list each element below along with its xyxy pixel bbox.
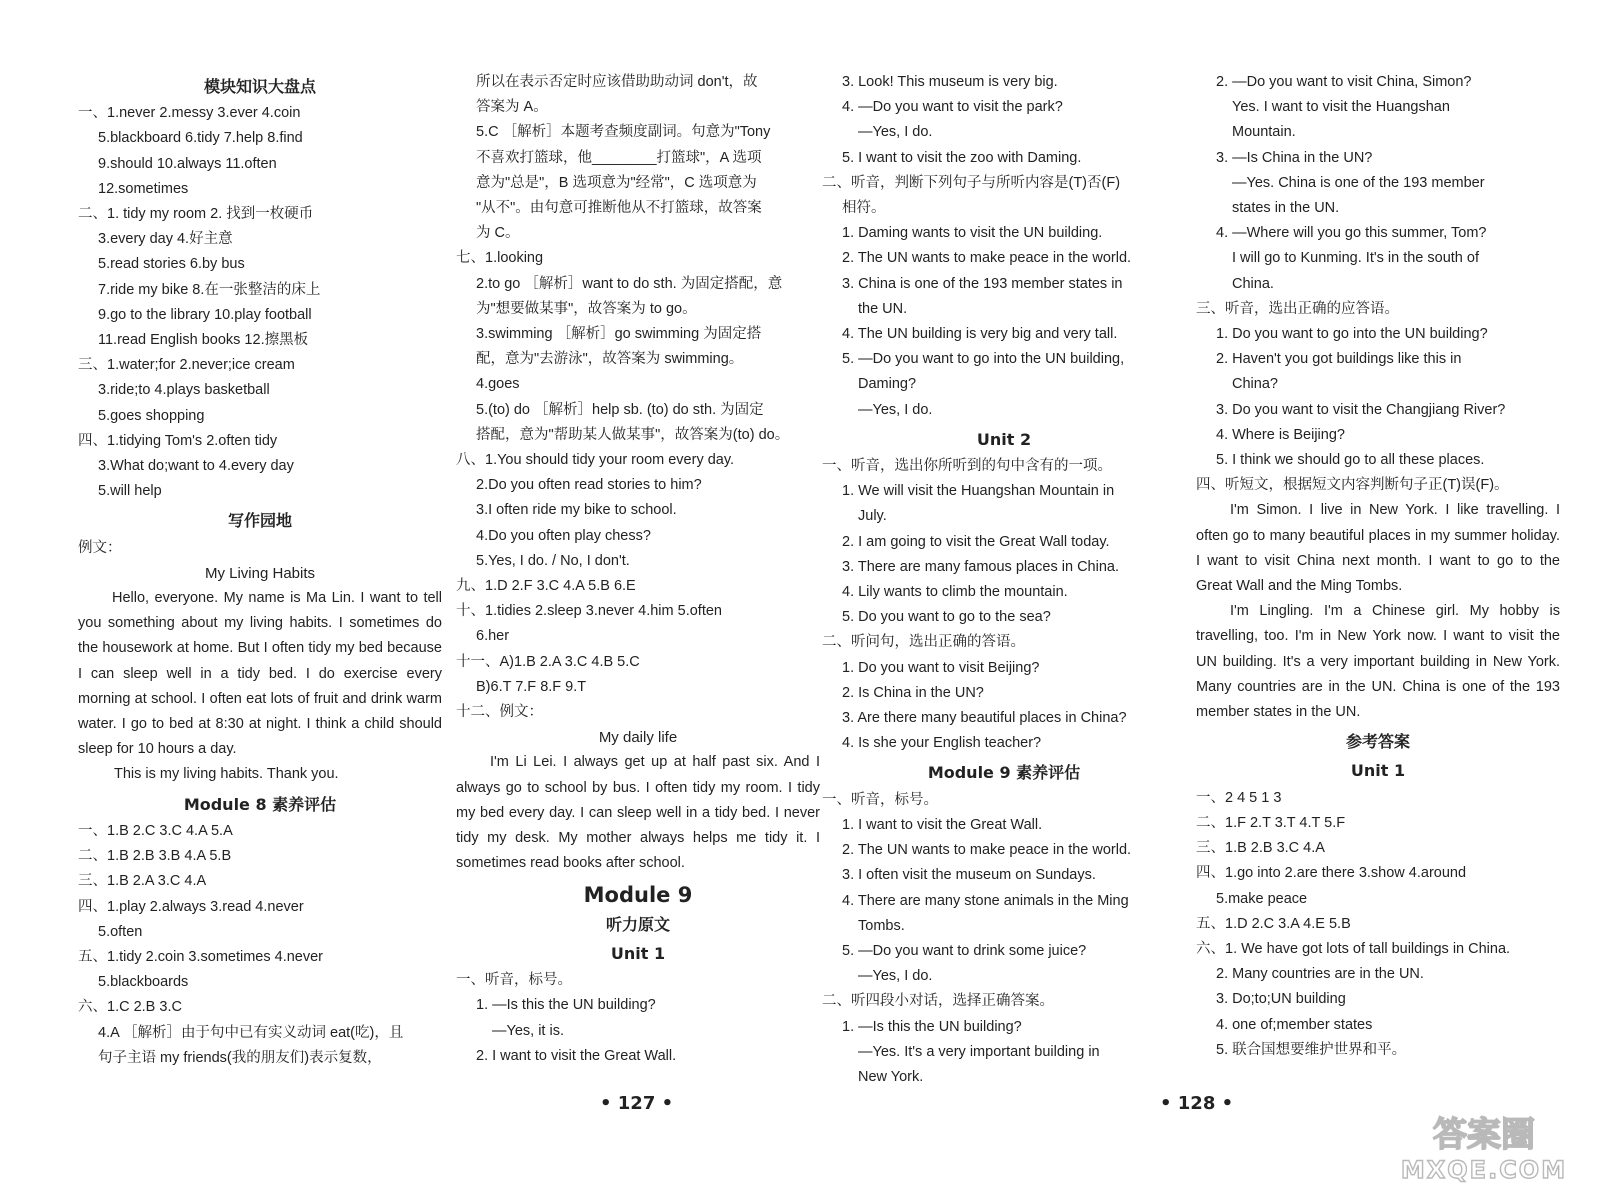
text-line: 9.go to the library 10.play football: [98, 306, 312, 323]
text-line: 四、1.go into 2.are there 3.show 4.around: [1196, 865, 1467, 882]
text-line: 六、1.C 2.B 3.C: [78, 999, 182, 1016]
paragraph: I'm Simon. I live in New York. I like travelling. I often go to many beautiful places in my summer holiday. I want to visit China next month. I want to go to the Great Wall and the Ming Tombs.: [1196, 502, 1560, 595]
text-line: 5.often: [98, 923, 143, 940]
text-line: 3. China is one of the 193 member states in: [842, 275, 1123, 292]
text-line: 5. 联合国想要维护世界和平。: [1216, 1041, 1407, 1058]
text-line: 句子主语 my friends(我的朋友们)表示复数，: [98, 1049, 382, 1066]
essay-title: My Living Habits: [204, 564, 316, 582]
text-line: 三、听音，选出正确的应答语。: [1196, 300, 1399, 317]
text-line: 7.ride my bike 8.在一张整洁的床上: [98, 281, 321, 298]
section-title: Unit 2: [976, 429, 1032, 449]
text-line: 5. I want to visit the zoo with Daming.: [842, 149, 1082, 166]
section-title: Module 9 素养评估: [927, 763, 1081, 783]
text-line: 六、1. We have got lots of tall buildings in China.: [1196, 940, 1511, 957]
paragraph: I'm Li Lei. I always get up at half past six. And I always go to school by bus. I often tidy my room. I tidy my bed every day. I can sleep well in a tidy bed. I never tidy my desk. My mother always helps me tidy it. I sometimes read books after school.: [456, 754, 820, 872]
text-line: 5.will help: [98, 483, 162, 500]
text-line: New York.: [858, 1068, 924, 1085]
text-line: 3.swimming ［解析］go swimming 为固定搭: [476, 326, 762, 343]
text-line: 6.her: [476, 628, 510, 645]
text-line: states in the UN.: [1232, 200, 1340, 217]
text-line: 为 C。: [476, 225, 520, 242]
column-2: [456, 70, 820, 1069]
text-line: 二、1. tidy my room 2. 找到一枚硬币: [78, 206, 314, 223]
text-line: 四、1.play 2.always 3.read 4.never: [78, 898, 304, 915]
text-line: 4.goes: [476, 376, 520, 393]
text-line: 5. Do you want to go to the sea?: [842, 609, 1051, 626]
text-line: 不喜欢打篮球，他________打篮球"，A 选项: [476, 149, 762, 166]
text-line: 3. There are many famous places in China.: [842, 558, 1119, 575]
section-title: 写作园地: [227, 511, 292, 531]
text-line: 3. —Is China in the UN?: [1216, 149, 1373, 166]
text-line: Mountain.: [1232, 124, 1296, 141]
section-title: 模块知识大盘点: [203, 77, 316, 96]
text-line: 5. I think we should go to all these places.: [1216, 452, 1485, 469]
text-line: 4. Lily wants to climb the mountain.: [842, 584, 1068, 601]
text-line: 4. There are many stone animals in the Ming: [842, 892, 1129, 909]
text-line: 5. —Do you want to drink some juice?: [842, 942, 1087, 959]
text-line: 1. Do you want to visit Beijing?: [842, 659, 1040, 676]
text-line: 5.goes shopping: [98, 407, 205, 424]
text-line: I will go to Kunming. It's in the south of: [1232, 250, 1479, 267]
text-line: 2. I am going to visit the Great Wall today.: [842, 533, 1110, 550]
column-3: [822, 70, 1186, 1090]
text-line: 一、听音，标号。: [822, 791, 938, 808]
text-line: 4. Where is Beijing?: [1216, 426, 1345, 443]
text-line: 一、1.B 2.C 3.C 4.A 5.A: [78, 822, 233, 839]
text-line: 1. Daming wants to visit the UN building.: [842, 225, 1103, 242]
page-number-right: • 128 •: [1160, 1093, 1234, 1114]
text-line: 五、1.D 2.C 3.A 4.E 5.B: [1196, 915, 1351, 932]
text-line: China?: [1232, 376, 1278, 393]
paragraph: I'm Lingling. I'm a Chinese girl. My hobby is travelling, too. I'm in New York now. I want to visit the UN building. It's a very important building in New York. Many countries are in the UN. China is one of the 193 member states in the UN.: [1196, 603, 1560, 721]
text-line: 2. Haven't you got buildings like this in: [1216, 351, 1462, 368]
text-line: 一、听音，选出你所听到的句中含有的一项。: [822, 458, 1112, 475]
text-line: the UN.: [858, 300, 908, 317]
section-title: Module 8 素养评估: [183, 794, 337, 814]
text-line: 三、1.B 2.A 3.C 4.A: [78, 873, 207, 890]
text-line: 七、1.looking: [456, 250, 544, 267]
text-line: 5.blackboard 6.tidy 7.help 8.find: [98, 130, 303, 147]
text-line: "从不"。由句意可推断他从不打篮球，故答案: [476, 200, 762, 217]
text-line: 1. —Is this the UN building?: [842, 1018, 1022, 1035]
text-line: 3.every day 4.好主意: [98, 231, 233, 248]
text-line: 4. one of;member states: [1216, 1016, 1373, 1033]
text-line: 1. Do you want to go into the UN building?: [1216, 326, 1488, 343]
text-line: 4. Is she your English teacher?: [842, 735, 1042, 752]
text-line: 5.(to) do ［解析］help sb. (to) do sth. 为固定: [476, 401, 764, 418]
text-line: 2. The UN wants to make peace in the world.: [842, 842, 1132, 859]
section-title: 参考答案: [1345, 732, 1410, 752]
text-line: 配，意为"去游泳"，故答案为 swimming。: [476, 351, 744, 368]
text-line: 二、听音，判断下列句子与所听内容是(T)否(F): [822, 174, 1121, 191]
text-line: Tombs.: [858, 917, 905, 934]
section-title: Unit 1: [610, 943, 666, 963]
text-line: 十、1.tidies 2.sleep 3.never 4.him 5.often: [456, 603, 722, 620]
text-line: 5. —Do you want to go into the UN building,: [842, 351, 1125, 368]
text-line: 搭配，意为"帮助某人做某事"，故答案为(to) do。: [476, 426, 790, 443]
text-line: 十二、例文：: [456, 704, 543, 721]
text-line: 五、1.tidy 2.coin 3.sometimes 4.never: [78, 948, 323, 965]
text-line: 3. Are there many beautiful places in China?: [842, 710, 1127, 727]
text-line: 12.sometimes: [98, 180, 189, 197]
text-line: 4. —Where will you go this summer, Tom?: [1216, 225, 1487, 242]
text-line: 5.read stories 6.by bus: [98, 256, 245, 273]
section-title: Unit 1: [1350, 761, 1406, 781]
text-line: July.: [858, 508, 887, 525]
text-line: 意为"总是"，B 选项意为"经常"，C 选项意为: [476, 174, 757, 191]
page-number-left: • 127 •: [600, 1093, 674, 1114]
text-line: 十一、A)1.B 2.A 3.C 4.B 5.C: [456, 653, 640, 670]
text-line: 3. I often visit the museum on Sundays.: [842, 867, 1096, 884]
text-line: 所以在表示否定时应该借助助动词 don't，故: [476, 74, 758, 90]
text-line: Yes. I want to visit the Huangshan: [1232, 99, 1450, 116]
text-line: 二、听四段小对话，选择正确答案。: [822, 993, 1054, 1010]
text-line: 4. —Do you want to visit the park?: [842, 99, 1063, 116]
paragraph: Hello, everyone. My name is Ma Lin. I want to tell you something about my living habits. I sometimes do the housework at home. But I often tidy my bed because I can sleep well in a tidy bed. I do exercise every morning at school. I often eat lots of fruit and drink warm water. I go to bed at 8:30 at night. I think a child should sleep for 10 hours a day.: [78, 590, 442, 758]
text-line: 一、1.never 2.messy 3.ever 4.coin: [78, 105, 301, 122]
text-line: 3. Do;to;UN building: [1216, 991, 1346, 1008]
watermark-bottom-text: MXQE.COM: [1400, 1156, 1568, 1184]
text-line: Daming?: [858, 376, 917, 393]
text-line: 5.C ［解析］本题考查频度副词。句意为"Tony: [476, 124, 771, 141]
column-1: [78, 70, 442, 1071]
section-title: 听力原文: [605, 914, 670, 934]
text-line: This is my living habits. Thank you.: [114, 766, 339, 783]
text-line: 4. The UN building is very big and very tall.: [842, 326, 1118, 343]
text-line: 2.Do you often read stories to him?: [476, 477, 702, 494]
text-line: 例文：: [78, 539, 122, 556]
text-line: —Yes, I do.: [858, 968, 933, 985]
section-title: Module 9: [583, 882, 693, 907]
text-line: 2. Is China in the UN?: [842, 684, 984, 701]
text-line: 二、1.F 2.T 3.T 4.T 5.F: [1196, 814, 1346, 831]
text-line: 三、1.B 2.B 3.C 4.A: [1196, 840, 1325, 857]
text-line: —Yes, I do.: [858, 124, 933, 141]
text-line: —Yes, I do.: [858, 401, 933, 418]
text-line: 2. I want to visit the Great Wall.: [476, 1047, 677, 1064]
text-line: B)6.T 7.F 8.F 9.T: [476, 678, 587, 695]
text-line: 4.A ［解析］由于句中已有实义动词 eat(吃)，且: [98, 1024, 404, 1041]
text-line: —Yes, it is.: [492, 1022, 564, 1039]
text-line: 4.Do you often play chess?: [476, 527, 651, 544]
text-line: 八、1.You should tidy your room every day.: [456, 452, 735, 469]
text-line: 2. —Do you want to visit China, Simon?: [1216, 74, 1472, 90]
text-line: 二、听问句，选出正确的答语。: [822, 634, 1025, 651]
watermark-top-text: 答案圈: [1433, 1115, 1535, 1155]
text-line: 5.blackboards: [98, 974, 189, 991]
text-line: 5.make peace: [1216, 890, 1308, 907]
text-line: —Yes. It's a very important building in: [858, 1043, 1100, 1060]
watermark-logo-graphic: [1386, 1106, 1582, 1186]
text-line: 3.ride;to 4.plays basketball: [98, 382, 270, 399]
text-line: 3. Look! This museum is very big.: [842, 74, 1058, 90]
text-line: 为"想要做某事"，故答案为 to go。: [476, 300, 697, 317]
text-line: 3.What do;want to 4.every day: [98, 458, 294, 475]
text-line: 1. —Is this the UN building?: [476, 997, 656, 1014]
text-line: 四、1.tidying Tom's 2.often tidy: [78, 432, 278, 449]
text-line: 一、听音，标号。: [456, 972, 572, 989]
text-line: 1. We will visit the Huangshan Mountain in: [842, 483, 1115, 500]
text-line: 11.read English books 12.擦黑板: [98, 332, 309, 349]
text-line: 2. Many countries are in the UN.: [1216, 966, 1424, 983]
watermark-logo: [1386, 1106, 1582, 1186]
text-line: 答案为 A。: [476, 99, 548, 116]
text-line: 2. The UN wants to make peace in the world.: [842, 250, 1132, 267]
text-line: 3. Do you want to visit the Changjiang River?: [1216, 401, 1506, 418]
text-line: 一、2 4 5 1 3: [1196, 789, 1282, 806]
text-line: 3.I often ride my bike to school.: [476, 502, 677, 519]
text-line: 四、听短文，根据短文内容判断句子正(T)误(F)。: [1196, 477, 1509, 494]
text-line: 三、1.water;for 2.never;ice cream: [78, 357, 295, 374]
text-line: 2.to go ［解析］want to do sth. 为固定搭配，意: [476, 275, 783, 292]
essay-title: My daily life: [598, 729, 678, 747]
text-line: China.: [1232, 275, 1274, 292]
text-line: —Yes. China is one of the 193 member: [1232, 174, 1485, 191]
text-line: 5.Yes, I do. / No, I don't.: [476, 552, 630, 569]
text-line: 二、1.B 2.B 3.B 4.A 5.B: [78, 848, 232, 865]
column-4: [1196, 70, 1560, 1063]
text-line: 9.should 10.always 11.often: [98, 155, 277, 172]
text-line: 1. I want to visit the Great Wall.: [842, 816, 1043, 833]
text-line: 九、1.D 2.F 3.C 4.A 5.B 6.E: [456, 578, 636, 595]
text-line: 相符。: [842, 200, 886, 217]
